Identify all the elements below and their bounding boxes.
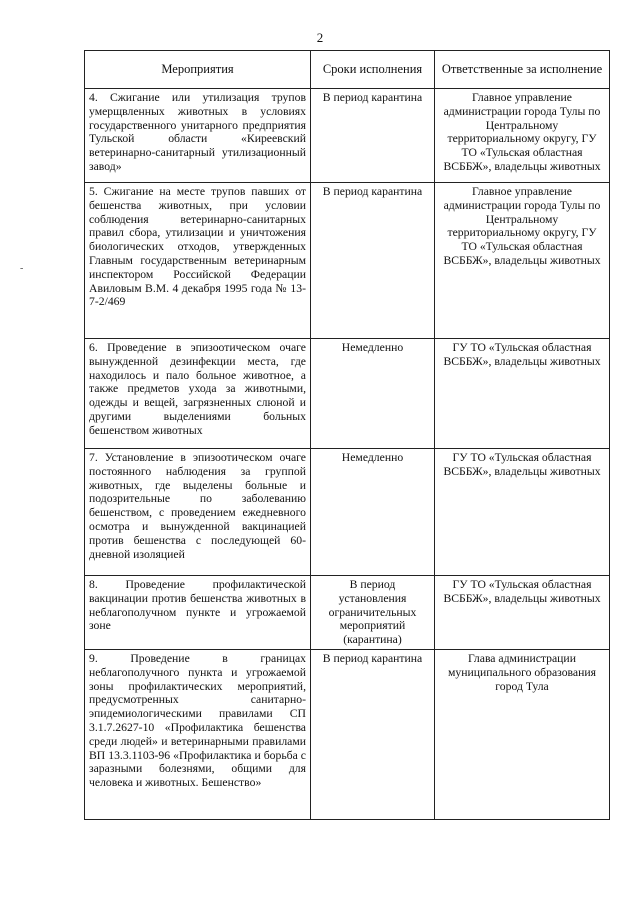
responsible-cell: Главное управление администрации города Тулы по Центральному территориальному округу, ГУ ТО «Тульская областная ВСББЖ», владельцы животных — [435, 183, 610, 339]
table-header-row — [85, 51, 610, 89]
responsible-cell: ГУ ТО «Тульская областная ВСББЖ», владельцы животных — [435, 339, 610, 449]
responsible-cell: Глава администрации муниципального образования город Тула — [435, 649, 610, 819]
deadline-cell: В период карантина — [311, 89, 435, 183]
deadline-cell: В период карантина — [311, 649, 435, 819]
table-row — [85, 649, 610, 819]
deadline-cell: Немедленно — [311, 449, 435, 576]
measures-table — [84, 50, 610, 820]
responsible-cell: Главное управление администрации города Тулы по Центральному территориальному округу, ГУ ТО «Тульская областная ВСББЖ», владельцы животных — [435, 89, 610, 183]
deadline-cell: В период карантина — [311, 183, 435, 339]
deadline-cell: Немедленно — [311, 339, 435, 449]
measure-cell: 9. Проведение в границах неблагополучного пункта и угрожаемой зоны профилактических мероприятий, предусмотренных санитарно-эпидемиологическими правилами СП 3.1.7.2627-10 «Профилактика бешенства среди людей» и ветеринарными правилами ВП 13.3.1103-96 «Профилактика и борьба с заразными болезнями, общими для человека и животных. Бешенство» — [85, 649, 311, 819]
measure-cell: 5. Сжигание на месте трупов павших от бешенства животных, при условии соблюдения ветеринарно-санитарных правил сбора, утилизации и уничтожения биологических отходов, утвержденных Главным государственным ветеринарным инспектором Российской Федерации Авиловым В.М. 4 декабря 1995 года № 13-7-2/469 — [85, 183, 311, 339]
table-row — [85, 339, 610, 449]
table-row — [85, 449, 610, 576]
deadline-cell: В период установления ограничительных мероприятий (карантина) — [311, 576, 435, 650]
margin-mark: - — [20, 263, 24, 274]
header-measures: Мероприятия — [85, 51, 311, 89]
measure-cell: 6. Проведение в эпизоотическом очаге вынужденной дезинфекции места, где находилось и пало больное животное, а также предметов ухода за животными, одежды и вещей, загрязненных слюной и другими выделениями больных бешенством животных — [85, 339, 311, 449]
header-deadline: Сроки исполнения — [311, 51, 435, 89]
table-row — [85, 89, 610, 183]
table-row — [85, 183, 610, 339]
measure-cell: 4. Сжигание или утилизация трупов умерщвленных животных в условиях государственного унитарного предприятия Тульской области «Киреевский ветеринарно-санитарный утилизационный завод» — [85, 89, 311, 183]
header-responsible: Ответственные за исполнение — [435, 51, 610, 89]
responsible-cell: ГУ ТО «Тульская областная ВСББЖ», владельцы животных — [435, 449, 610, 576]
page-number: 2 — [316, 30, 324, 45]
measure-cell: 8. Проведение профилактической вакцинации против бешенства животных в неблагополучном пункте и угрожаемой зоне — [85, 576, 311, 650]
responsible-cell: ГУ ТО «Тульская областная ВСББЖ», владельцы животных — [435, 576, 610, 650]
measure-cell: 7. Установление в эпизоотическом очаге постоянного наблюдения за группой животных, где выделены больные и подозрительные по заболеванию бешенством, с проведением ежедневного осмотра и вынужденной вакцинацией против бешенства с последующей 60-дневной изоляцией — [85, 449, 311, 576]
table-row — [85, 576, 610, 650]
